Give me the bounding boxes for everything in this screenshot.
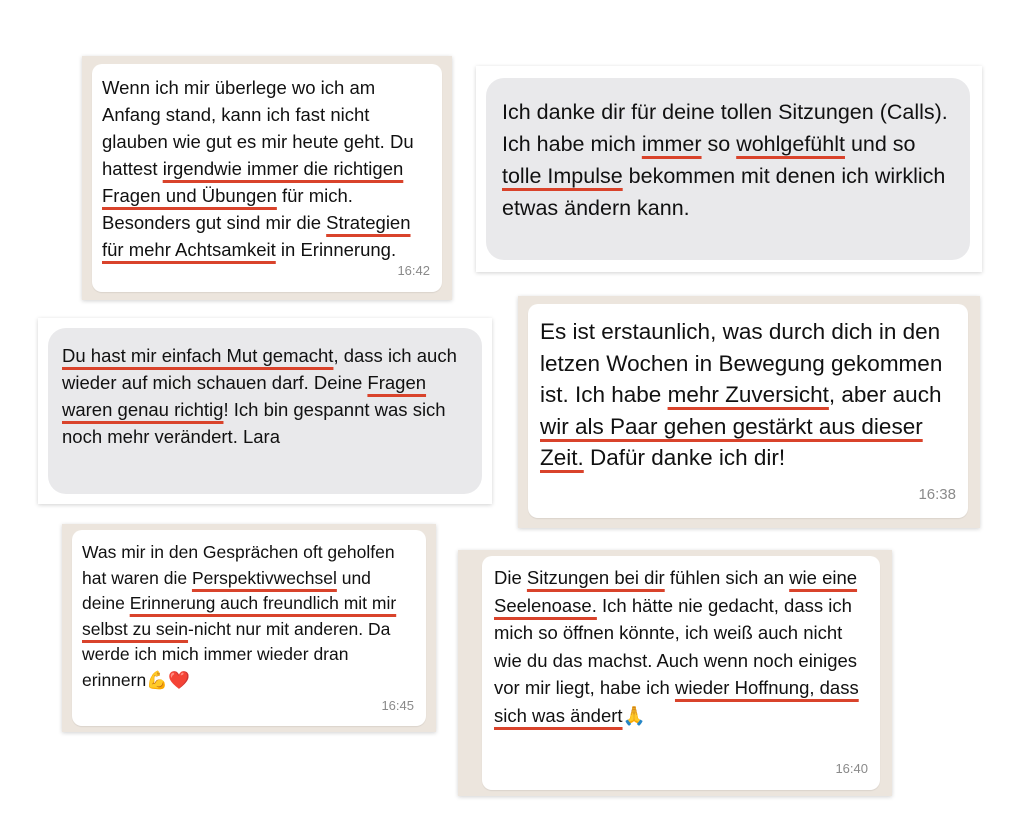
message-bubble	[48, 328, 482, 494]
text-segment: Es ist erstaunlich, was durch dich in den letzen Wochen in Bewegung gekommen ist. Ich habe	[540, 319, 943, 407]
text-segment: , dass ich auch wieder auf mich schauen darf. Deine	[62, 345, 457, 393]
text-segment: Ich hätte nie gedacht, dass ich mich so öffnen könnte, ich weiß auch nicht wie du das machst. Auch wenn noch einiges vor mir liegt, habe ich	[494, 594, 858, 698]
text-segment: und so	[844, 132, 916, 156]
message-text	[62, 342, 470, 450]
underlined-highlight: irgendwie immer die richtigen Fragen und Übungen	[102, 158, 404, 206]
underlined-highlight: immer	[641, 132, 702, 156]
text-segment: so	[701, 132, 737, 156]
text-segment: Was mir in den Gesprächen oft geholfen hat waren die	[82, 542, 395, 588]
message-text	[502, 96, 952, 224]
message-bubble	[92, 64, 442, 292]
message-text	[102, 74, 430, 263]
testimonial-card-6	[458, 550, 892, 796]
text-segment: ! Ich bin gespannt was sich noch mehr verändert. Lara	[62, 399, 446, 447]
text-segment: -nicht nur mit anderen. Da werde ich mich immer wieder dran erinnern	[82, 618, 391, 690]
underlined-highlight: Du hast mir einfach Mut gemacht	[62, 345, 334, 366]
underlined-highlight: Sitzungen bei dir	[526, 567, 665, 588]
message-timestamp: 16:45	[381, 697, 414, 713]
testimonial-card-2	[476, 66, 982, 272]
message-timestamp: 16:40	[835, 760, 868, 776]
text-segment: und deine	[82, 567, 371, 613]
muscle-heart-emoji-icon: 💪❤️	[146, 670, 190, 691]
testimonial-card-1	[82, 56, 452, 300]
text-segment: Wenn ich mir überlege wo ich am Anfang stand, kann ich fast nicht glauben wie gut es mir heute geht. Du hattest	[102, 77, 414, 179]
text-segment: , aber auch	[828, 382, 942, 407]
text-segment: für mich. Besonders gut sind mir die	[102, 185, 353, 233]
message-timestamp: 16:38	[918, 485, 956, 503]
message-bubble	[482, 556, 880, 790]
underlined-highlight: Fragen waren genau richtig	[62, 372, 427, 420]
message-text	[82, 540, 416, 694]
message-bubble	[486, 78, 970, 260]
message-timestamp: 16:42	[397, 263, 430, 278]
underlined-highlight: wohlgefühlt	[736, 132, 845, 156]
praying-hands-emoji-icon: 🙏	[622, 705, 646, 727]
message-bubble	[528, 304, 968, 518]
underlined-highlight: Erinnerung auch freundlich mit mir selbst zu sein	[82, 593, 397, 639]
text-segment: Die	[494, 567, 527, 588]
testimonial-card-3	[38, 318, 492, 504]
underlined-highlight: Strategien für mehr Achtsamkeit	[102, 212, 411, 260]
underlined-highlight: tolle Impulse	[502, 164, 623, 188]
underlined-highlight: Perspektivwechsel	[191, 567, 337, 588]
underlined-highlight: mehr Zuversicht	[667, 382, 829, 407]
message-bubble	[72, 530, 426, 726]
underlined-highlight: wieder Hoffnung, dass sich was ändert	[494, 677, 859, 726]
text-segment: Dafür danke ich dir!	[583, 445, 786, 470]
testimonial-card-4	[518, 296, 980, 528]
text-segment: bekommen mit denen ich wirklich etwas ändern kann.	[502, 164, 946, 220]
testimonial-card-5	[62, 524, 436, 732]
message-text	[540, 316, 954, 474]
text-segment: fühlen sich an	[664, 567, 790, 588]
text-segment: in Erinnerung.	[275, 239, 397, 260]
text-segment: Ich danke dir für deine tollen Sitzungen (Calls). Ich habe mich	[502, 100, 948, 156]
underlined-highlight: wir als Paar gehen gestärkt aus dieser Zeit.	[540, 413, 923, 470]
message-text	[494, 564, 870, 730]
underlined-highlight: wie eine Seelenoase.	[494, 567, 858, 616]
